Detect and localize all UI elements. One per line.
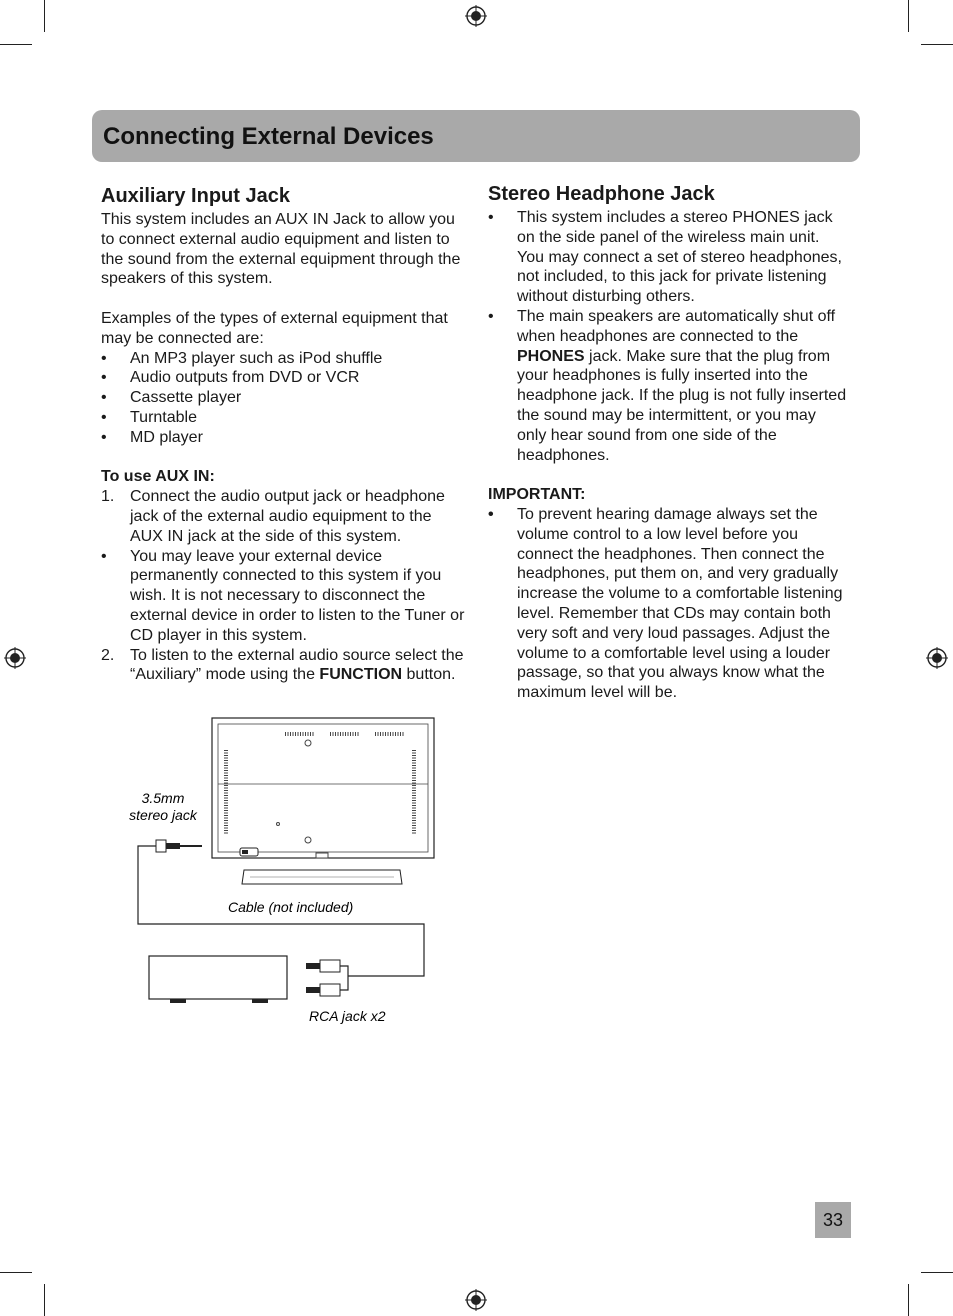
section-banner <box>92 110 860 162</box>
crop-mark <box>908 0 909 32</box>
stereo-plug-icon <box>156 840 202 852</box>
examples-intro: Examples of the types of external equipment that may be connected are: <box>101 309 448 347</box>
crop-mark <box>0 44 32 45</box>
list-item: • Audio outputs from DVD or VCR <box>101 369 360 387</box>
aux-intro: This system includes an AUX IN Jack to allow you to connect external audio equipment and listen to the sound from the external equipment through the speakers of this system. <box>101 211 461 288</box>
registration-mark-icon <box>4 647 26 669</box>
cable-label: Cable (not included) <box>228 899 354 915</box>
crop-mark <box>921 1272 953 1273</box>
function-button-label: FUNCTION <box>319 666 403 684</box>
registration-mark-icon <box>465 5 487 27</box>
list-item: • The main speakers are automatically shut off when headphones are connected to the PHONES jack. Make sure that the plug from your headphones is fully inserted into the headphone jack. If the plug is not fully inserted the sound may be intermittent, or you may only hear sound from one side of the headphones. <box>488 307 847 464</box>
rca-label: RCA jack x2 <box>309 1008 386 1024</box>
jack-label: stereo jack <box>129 807 197 823</box>
section-title: Connecting External Devices <box>103 123 434 150</box>
main-unit-illustration <box>212 718 434 884</box>
examples-list <box>101 349 466 448</box>
phones-jack-label: PHONES <box>517 347 585 365</box>
headphone-section <box>488 182 848 703</box>
important-heading: IMPORTANT: <box>488 486 586 504</box>
external-device-illustration <box>149 956 287 1003</box>
connection-diagram <box>110 712 450 1032</box>
list-item: • Turntable <box>101 408 197 426</box>
step-2: 2. To listen to the external audio source select the “Auxiliary” mode using the FUNCTION button. <box>101 646 464 684</box>
use-aux-heading: To use AUX IN: <box>101 468 215 486</box>
list-item: • An MP3 player such as iPod shuffle <box>101 349 383 367</box>
list-item: • Cassette player <box>101 389 242 407</box>
important-note: • To prevent hearing damage always set the volume control to a low level before you connect the headphones. Then connect the headphones, put them on, and very gradually increase the volume to a comfortable listening level. Remember that CDs may contain both very soft and very loud passages. Adjust the volume to a comfortable level using a louder passage, so that you always know what the maximum level will be. <box>488 505 843 702</box>
registration-mark-icon <box>926 647 948 669</box>
crop-mark <box>0 1272 32 1273</box>
rca-plug-icon <box>306 960 340 996</box>
headphone-heading: Stereo Headphone Jack <box>488 183 715 205</box>
aux-input-section <box>101 184 466 685</box>
step-1-note: • You may leave your external device permanently connected to this system if you wish. It is not necessary to disconnect the external device in order to listen to the Tuner or CD player in this system. <box>101 547 465 644</box>
list-item: • This system includes a stereo PHONES jack on the side panel of the wireless main unit. You may connect a set of stereo headphones, not included, to this jack for private listening without disturbing others. <box>488 209 842 306</box>
crop-mark <box>921 44 953 45</box>
jack-label: 3.5mm <box>141 790 185 806</box>
registration-mark-icon <box>465 1289 487 1311</box>
step-1: 1. Connect the audio output jack or headphone jack of the external audio equipment to the AUX IN jack at the side of this system. <box>101 488 445 545</box>
page-number: 33 <box>815 1202 851 1238</box>
crop-mark <box>44 0 45 32</box>
list-item: • MD player <box>101 428 203 446</box>
crop-mark <box>44 1284 45 1316</box>
aux-heading: Auxiliary Input Jack <box>101 185 290 207</box>
crop-mark <box>908 1284 909 1316</box>
